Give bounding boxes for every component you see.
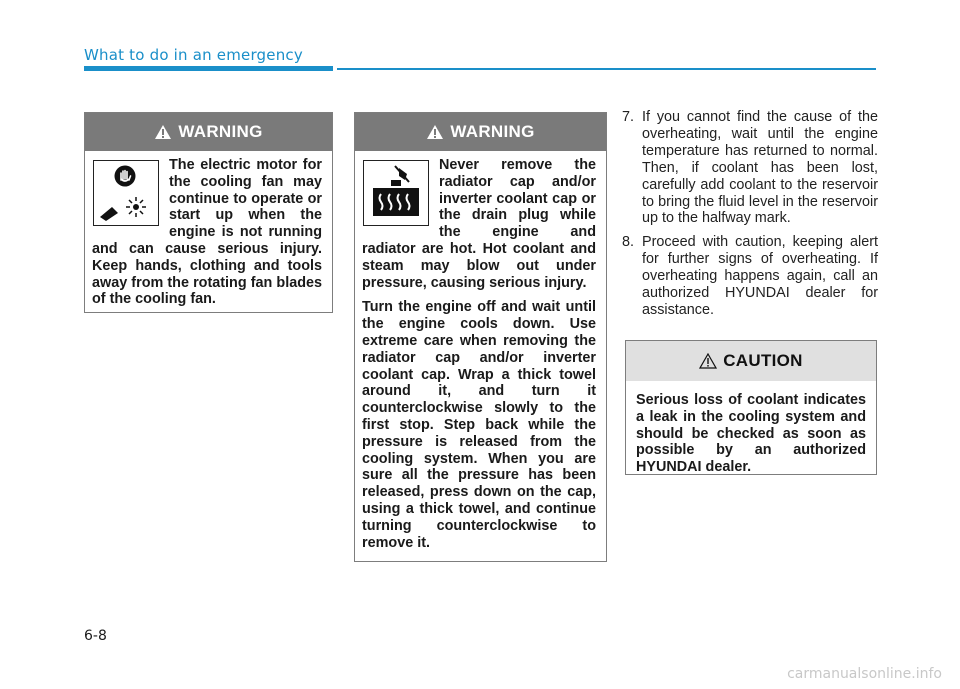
caution-triangle-icon (699, 353, 717, 369)
step-number: 8. (622, 234, 635, 251)
warning-triangle-icon (426, 124, 444, 140)
hot-radiator-pictogram (363, 160, 429, 226)
caution-box (625, 340, 877, 475)
section-title: What to do in an emergency (84, 46, 303, 64)
warning-heading: WARNING (178, 122, 263, 141)
warning-heading: WARNING (450, 122, 535, 141)
step-number: 7. (622, 109, 635, 125)
warning-text-para2: Turn the engine off and wait until the engine cools down. Use extreme care when removing the radiator cap and/or inverter coolant cap. Wrap a thick towel around it, and turn it counterclockwise slowly to the first stop. Step back while the pressure is released from the cooling system. When you are sure all the pressure has been released, press down on the cap, using a thick towel, and continue turning counterclockwise to remove it. (362, 299, 596, 551)
watermark: carmanualsonline.info (787, 666, 942, 682)
step-text: Proceed with caution, keeping alert for further signs of overheating. If overheating happens again, call an authorized HYUNDAI dealer for assistance. (642, 234, 878, 318)
fan-injury-icon (96, 193, 156, 223)
header-rule-thick (84, 66, 333, 71)
hand-stop-icon (114, 165, 136, 187)
warning-box-radiator (354, 112, 607, 562)
step-text: If you cannot find the cause of the overheating, wait until the engine temperature has returned to normal. Then, if coolant has been lost, carefully add coolant to the reservoir to bring the fluid level in the reservoir up to the halfway mark. (642, 109, 878, 227)
warning-box-fan (84, 112, 333, 313)
list-item (622, 109, 878, 227)
warning-text: The electric motor for the cooling fan may continue to operate or start up when the engine is not running and can cause serious injury. Keep hands, clothing and tools away from the rotating fan blades of the cooling fan. (92, 157, 322, 308)
caution-text: Serious loss of coolant indicates a leak in the cooling system and should be checked as soon as possible by an authorized HYUNDAI dealer. (636, 392, 866, 476)
caution-header (626, 341, 876, 381)
procedure-steps (622, 109, 878, 320)
warning-header (355, 113, 606, 151)
caution-heading: CAUTION (723, 351, 803, 370)
list-item (622, 234, 878, 319)
hot-radiator-icon (365, 162, 427, 224)
header-rule-thin (337, 68, 876, 70)
page-number: 6-8 (84, 628, 107, 644)
warning-triangle-icon (154, 124, 172, 140)
warning-header (85, 113, 332, 151)
warning-text-para1: Never remove the radiator cap and/or inverter coolant cap or the drain plug while the engine and radiator are hot. Hot coolant and steam may blow out under pressure, causing serious injury. (362, 157, 596, 291)
fan-warning-pictogram (93, 160, 159, 226)
